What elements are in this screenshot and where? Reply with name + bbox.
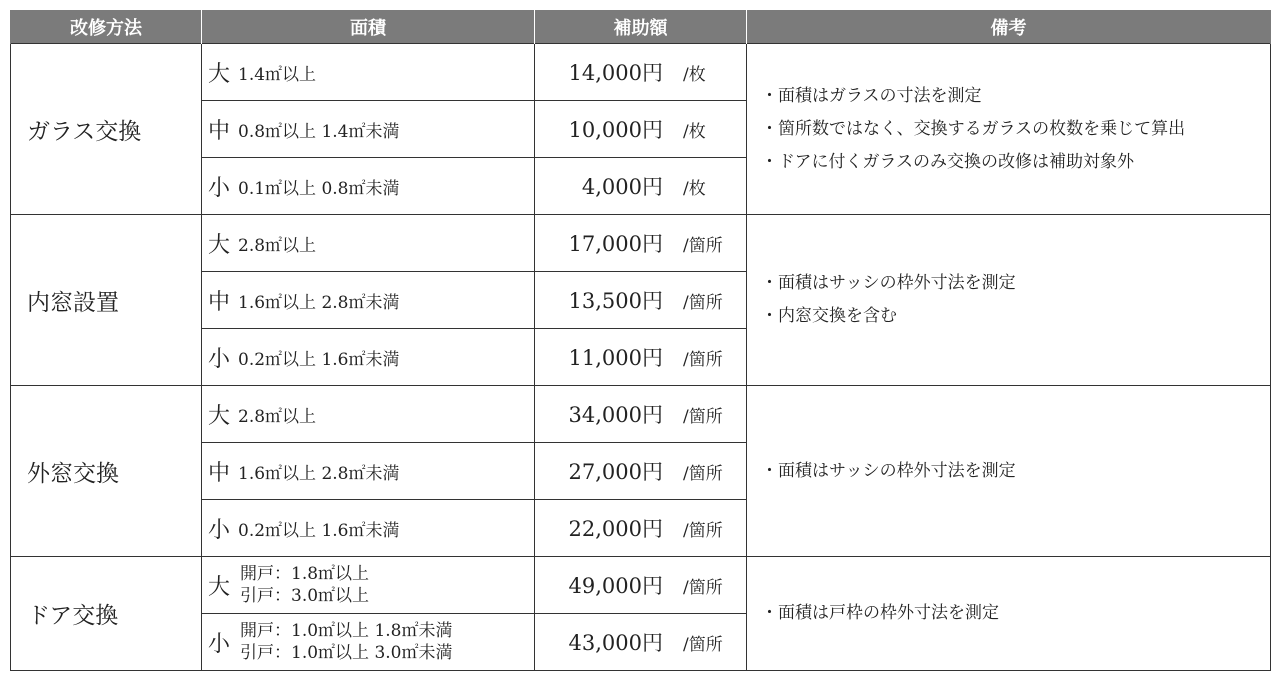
amount-value: 34,000円 bbox=[568, 403, 663, 427]
area-range: 1.4㎡以上 bbox=[238, 64, 317, 85]
amount-unit: /箇所 bbox=[683, 406, 723, 427]
size-label: 小 bbox=[208, 346, 231, 372]
amount-cell bbox=[535, 500, 747, 557]
area-cell bbox=[202, 215, 535, 272]
amount-unit: /枚 bbox=[683, 178, 706, 199]
table-row bbox=[11, 386, 1271, 443]
amount-value: 22,000円 bbox=[568, 517, 663, 541]
size-label: 大 bbox=[208, 61, 231, 87]
area-cell bbox=[202, 386, 535, 443]
table-row bbox=[11, 215, 1271, 272]
area-cell bbox=[202, 101, 535, 158]
method-cell: ガラス交換 bbox=[11, 44, 202, 215]
amount-value: 4,000円 bbox=[581, 175, 663, 199]
area-cell bbox=[202, 272, 535, 329]
amount-cell bbox=[535, 329, 747, 386]
area-range: 1.6㎡以上 2.8㎡未満 bbox=[238, 463, 400, 484]
amount-cell bbox=[535, 557, 747, 614]
area-range: 引戸：1.0㎡以上 3.0㎡未満 bbox=[240, 643, 453, 663]
notes-cell bbox=[747, 386, 1271, 557]
header-area: 面積 bbox=[202, 10, 535, 44]
area-range: 1.6㎡以上 2.8㎡未満 bbox=[238, 292, 400, 313]
area-cell bbox=[202, 500, 535, 557]
area-cell bbox=[202, 614, 535, 671]
note-line: ・面積はガラスの寸法を測定 bbox=[761, 85, 982, 106]
amount-value: 10,000円 bbox=[568, 118, 663, 142]
area-range: 0.2㎡以上 1.6㎡未満 bbox=[238, 520, 400, 541]
header-notes: 備考 bbox=[747, 10, 1271, 44]
amount-unit: /箇所 bbox=[683, 349, 723, 370]
amount-unit: /箇所 bbox=[683, 577, 723, 598]
area-cell bbox=[202, 329, 535, 386]
area-cell bbox=[202, 443, 535, 500]
size-label: 大 bbox=[208, 574, 231, 600]
amount-cell bbox=[535, 44, 747, 101]
size-label: 中 bbox=[208, 118, 231, 144]
amount-value: 11,000円 bbox=[568, 346, 663, 370]
amount-unit: /箇所 bbox=[683, 235, 723, 256]
amount-unit: /箇所 bbox=[683, 292, 723, 313]
note-line: ・面積は戸枠の枠外寸法を測定 bbox=[761, 603, 999, 623]
method-cell: ドア交換 bbox=[11, 557, 202, 671]
size-label: 中 bbox=[208, 289, 231, 315]
amount-value: 17,000円 bbox=[568, 232, 663, 256]
area-range: 0.8㎡以上 1.4㎡未満 bbox=[238, 121, 400, 142]
size-label: 中 bbox=[208, 460, 231, 486]
area-range: 2.8㎡以上 bbox=[238, 406, 317, 427]
area-range: 2.8㎡以上 bbox=[238, 235, 317, 256]
amount-cell bbox=[535, 386, 747, 443]
note-line: ・面積はサッシの枠外寸法を測定 bbox=[761, 273, 1016, 293]
area-range: 0.2㎡以上 1.6㎡未満 bbox=[238, 349, 400, 370]
area-range: 0.1㎡以上 0.8㎡未満 bbox=[238, 178, 400, 199]
size-label: 大 bbox=[208, 403, 231, 429]
subsidy-table bbox=[10, 10, 1271, 671]
amount-unit: /箇所 bbox=[683, 634, 723, 655]
area-range-pair bbox=[240, 620, 452, 664]
amount-value: 13,500円 bbox=[568, 289, 663, 313]
note-line: ・箇所数ではなく、交換するガラスの枚数を乗じて算出 bbox=[761, 118, 1186, 139]
amount-cell bbox=[535, 215, 747, 272]
header-row bbox=[11, 10, 1271, 44]
size-label: 小 bbox=[208, 175, 231, 201]
area-cell bbox=[202, 557, 535, 614]
area-range: 開戸：1.8㎡以上 bbox=[240, 564, 370, 584]
method-cell: 外窓交換 bbox=[11, 386, 202, 557]
area-range-pair bbox=[240, 563, 369, 607]
amount-unit: /枚 bbox=[683, 64, 706, 85]
amount-value: 27,000円 bbox=[568, 460, 663, 484]
note-line: ・内窓交換を含む bbox=[761, 306, 897, 326]
amount-value: 49,000円 bbox=[568, 574, 663, 598]
method-cell: 内窓設置 bbox=[11, 215, 202, 386]
amount-cell bbox=[535, 443, 747, 500]
amount-cell bbox=[535, 101, 747, 158]
notes-cell bbox=[747, 215, 1271, 386]
area-cell bbox=[202, 44, 535, 101]
note-line: ・面積はサッシの枠外寸法を測定 bbox=[761, 460, 1016, 481]
amount-unit: /箇所 bbox=[683, 520, 723, 541]
table-row bbox=[11, 44, 1271, 101]
table-row bbox=[11, 557, 1271, 614]
amount-value: 43,000円 bbox=[568, 631, 663, 655]
area-cell bbox=[202, 158, 535, 215]
amount-value: 14,000円 bbox=[568, 61, 663, 85]
size-label: 大 bbox=[208, 232, 231, 258]
amount-unit: /箇所 bbox=[683, 463, 723, 484]
note-line: ・ドアに付くガラスのみ交換の改修は補助対象外 bbox=[761, 151, 1134, 172]
notes-cell bbox=[747, 44, 1271, 215]
header-method: 改修方法 bbox=[11, 10, 202, 44]
header-amount: 補助額 bbox=[535, 10, 747, 44]
size-label: 小 bbox=[208, 631, 231, 657]
amount-cell bbox=[535, 614, 747, 671]
notes-cell bbox=[747, 557, 1271, 671]
amount-cell bbox=[535, 272, 747, 329]
area-range: 引戸：3.0㎡以上 bbox=[240, 586, 370, 606]
amount-cell bbox=[535, 158, 747, 215]
area-range: 開戸：1.0㎡以上 1.8㎡未満 bbox=[240, 621, 453, 641]
amount-unit: /枚 bbox=[683, 121, 706, 142]
size-label: 小 bbox=[208, 517, 231, 543]
